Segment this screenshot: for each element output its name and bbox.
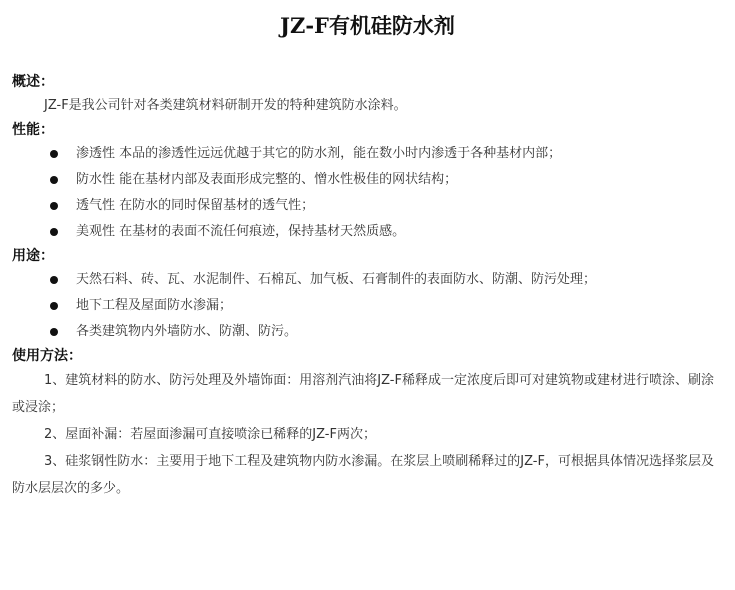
list-item <box>12 219 723 245</box>
applications-heading: 用途： <box>12 248 54 264</box>
usage-step-2: 2、屋面补漏：若屋面渗漏可直接喷涂已稀释的JZ-F两次； <box>44 427 376 442</box>
usage-heading: 使用方法： <box>12 348 82 364</box>
applications-list <box>12 267 723 345</box>
overview-text: JZ-F是我公司针对各类建筑材料研制开发的特种建筑防水涂料。 <box>44 98 407 113</box>
usage-section <box>12 345 723 502</box>
list-item <box>12 319 723 345</box>
document-title: JZ-F有机硅防水剂 <box>280 13 455 38</box>
bullet-icon <box>50 228 58 236</box>
overview-heading: 概述： <box>12 74 54 90</box>
list-item <box>12 141 723 167</box>
performance-heading: 性能： <box>12 122 54 138</box>
list-item <box>12 267 723 293</box>
list-item-text: 美观性 在基材的表面不流任何痕迹，保持基材天然质感。 <box>76 224 406 239</box>
list-item-text: 天然石料、砖、瓦、水泥制件、石棉瓦、加气板、石膏制件的表面防水、防潮、防污处理； <box>76 272 597 287</box>
list-item-text: 渗透性 本品的渗透性远远优越于其它的防水剂，能在数小时内渗透于各种基材内部； <box>76 146 562 161</box>
applications-section <box>12 245 723 345</box>
bullet-icon <box>50 202 58 210</box>
list-item <box>12 167 723 193</box>
list-item <box>12 193 723 219</box>
overview-section <box>12 71 723 119</box>
bullet-icon <box>50 328 58 336</box>
list-item-text: 各类建筑物内外墙防水、防潮、防污。 <box>76 324 298 339</box>
list-item-text: 透气性 在防水的同时保留基材的透气性； <box>76 198 315 213</box>
usage-step-3: 3、硅浆钢性防水：主要用于地下工程及建筑物内防水渗漏。在浆层上喷刷稀释过的JZ-F，可根据具体情况选择浆层及防水层层次的多少。 <box>12 454 714 496</box>
performance-section <box>12 119 723 245</box>
list-item <box>12 293 723 319</box>
usage-step-1: 1、建筑材料的防水、防污处理及外墙饰面：用溶剂汽油将JZ-F稀释成一定浓度后即可对建筑物或建材进行喷涂、刷涂或浸涂； <box>12 373 714 415</box>
list-item-text: 地下工程及屋面防水渗漏； <box>76 298 233 313</box>
list-item-text: 防水性 能在基材内部及表面形成完整的、憎水性极佳的网状结构； <box>76 172 458 187</box>
bullet-icon <box>50 176 58 184</box>
bullet-icon <box>50 150 58 158</box>
performance-list <box>12 141 723 245</box>
bullet-icon <box>50 276 58 284</box>
bullet-icon <box>50 302 58 310</box>
